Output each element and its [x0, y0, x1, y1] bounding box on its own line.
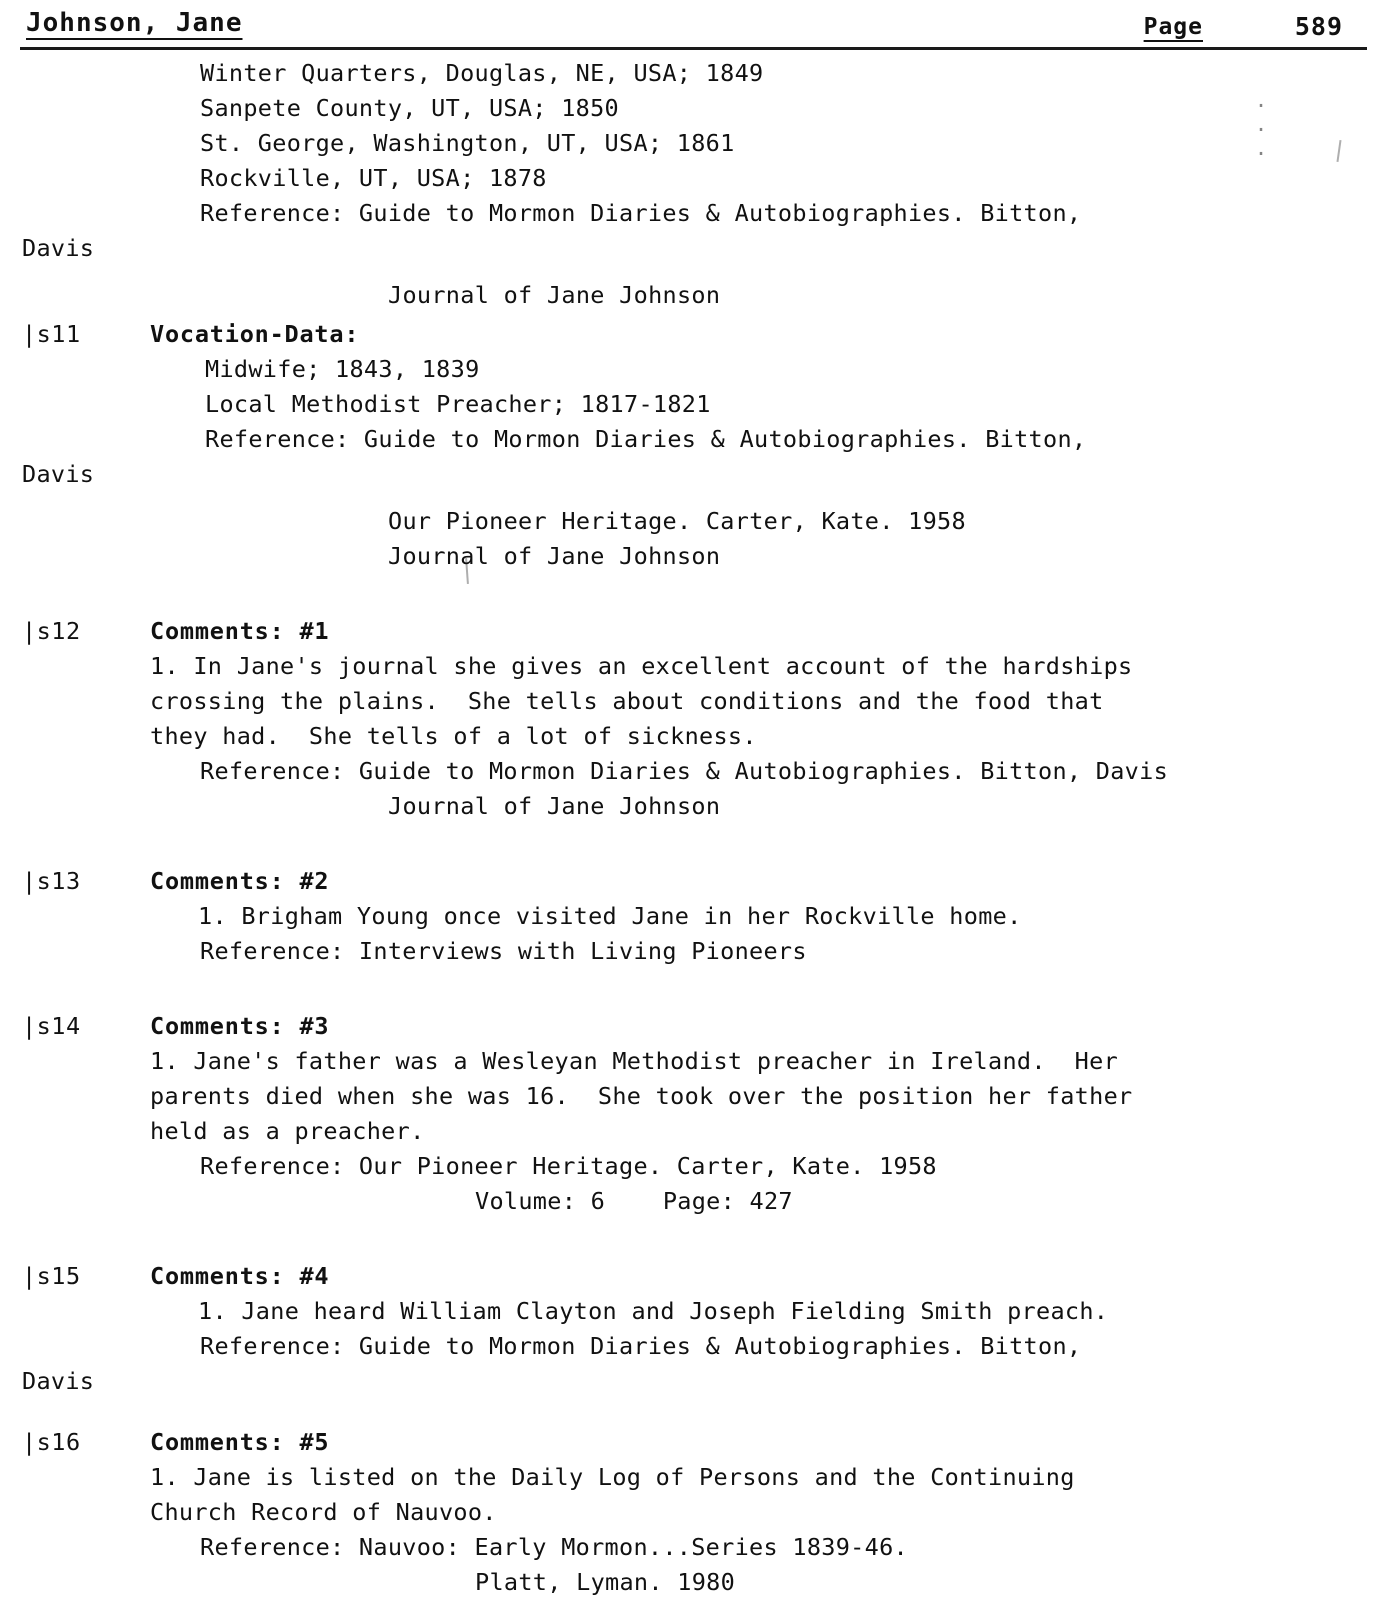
reference-line: Reference: Guide to Mormon Diaries & Autobiographies. Bitton, [200, 1332, 1082, 1360]
reference-line: Reference: Guide to Mormon Diaries & Autobiographies. Bitton, [200, 199, 1082, 227]
section-s11 [0, 317, 1391, 574]
section-s15 [0, 1259, 1391, 1399]
header-divider [20, 47, 1367, 50]
section-s13 [0, 864, 1391, 969]
page-number: 589 [1294, 12, 1343, 41]
section-s14 [0, 1009, 1391, 1219]
section-tag: |s14 [22, 1012, 81, 1040]
reference-line: Reference: Guide to Mormon Diaries & Autobiographies. Bitton, Davis [200, 757, 1169, 785]
reference-line: Reference: Our Pioneer Heritage. Carter, Kate. 1958 [200, 1152, 937, 1180]
section-s16 [0, 1425, 1391, 1600]
reference-continuation: Davis [22, 1367, 95, 1395]
comment-line: Church Record of Nauvoo. [150, 1498, 497, 1526]
source-line: Journal of Jane Johnson [388, 792, 721, 820]
comment-line: 1. In Jane's journal she gives an excellent account of the hardships [150, 652, 1133, 680]
section-heading: Comments: #3 [150, 1012, 330, 1040]
page-label: Page [1143, 14, 1203, 40]
source-line: Journal of Jane Johnson [388, 542, 721, 570]
section-heading: Comments: #1 [150, 617, 330, 645]
top-block [0, 56, 1391, 313]
vocation-line: Midwife; 1843, 1839 [205, 355, 480, 383]
section-tag: |s13 [22, 867, 81, 895]
section-tag: |s11 [22, 320, 81, 348]
comment-line: 1. Jane's father was a Wesleyan Methodist preacher in Ireland. Her [150, 1047, 1119, 1075]
document-body [0, 56, 1391, 1600]
section-heading: Comments: #2 [150, 867, 330, 895]
comment-line: they had. She tells of a lot of sickness. [150, 722, 757, 750]
section-heading: Vocation-Data: [150, 320, 360, 348]
section-heading: Comments: #5 [150, 1428, 330, 1456]
location-line: St. George, Washington, UT, USA; 1861 [200, 129, 735, 157]
vocation-line: Local Methodist Preacher; 1817-1821 [205, 390, 711, 418]
scan-speck-icon: . . . [1255, 88, 1272, 160]
source-line: Journal of Jane Johnson [388, 281, 721, 309]
reference-line: Reference: Guide to Mormon Diaries & Autobiographies. Bitton, [205, 425, 1087, 453]
comment-line: 1. Brigham Young once visited Jane in her Rockville home. [198, 902, 1022, 930]
page-header [0, 0, 1391, 56]
section-tag: |s12 [22, 617, 81, 645]
comment-line: 1. Jane is listed on the Daily Log of Persons and the Continuing [150, 1463, 1075, 1491]
source-line: Platt, Lyman. 1980 [475, 1568, 736, 1596]
location-line: Sanpete County, UT, USA; 1850 [200, 94, 619, 122]
source-line: Our Pioneer Heritage. Carter, Kate. 1958 [388, 507, 966, 535]
reference-line: Reference: Interviews with Living Pioneers [200, 937, 807, 965]
section-s12 [0, 614, 1391, 824]
reference-continuation: Davis [22, 234, 95, 262]
comment-line: parents died when she was 16. She took over the position her father [150, 1082, 1133, 1110]
location-line: Winter Quarters, Douglas, NE, USA; 1849 [200, 59, 764, 87]
reference-continuation: Davis [22, 460, 95, 488]
comment-line: held as a preacher. [150, 1117, 425, 1145]
section-tag: |s15 [22, 1262, 81, 1290]
section-heading: Comments: #4 [150, 1262, 330, 1290]
section-tag: |s16 [22, 1428, 81, 1456]
comment-line: 1. Jane heard William Clayton and Joseph Fielding Smith preach. [198, 1297, 1109, 1325]
page-title: Johnson, Jane [26, 8, 243, 38]
location-line: Rockville, UT, USA; 1878 [200, 164, 547, 192]
volume-page-line: Volume: 6 Page: 427 [475, 1187, 793, 1215]
reference-line: Reference: Nauvoo: Early Mormon...Series 1839-46. [200, 1533, 908, 1561]
comment-line: crossing the plains. She tells about conditions and the food that [150, 687, 1104, 715]
